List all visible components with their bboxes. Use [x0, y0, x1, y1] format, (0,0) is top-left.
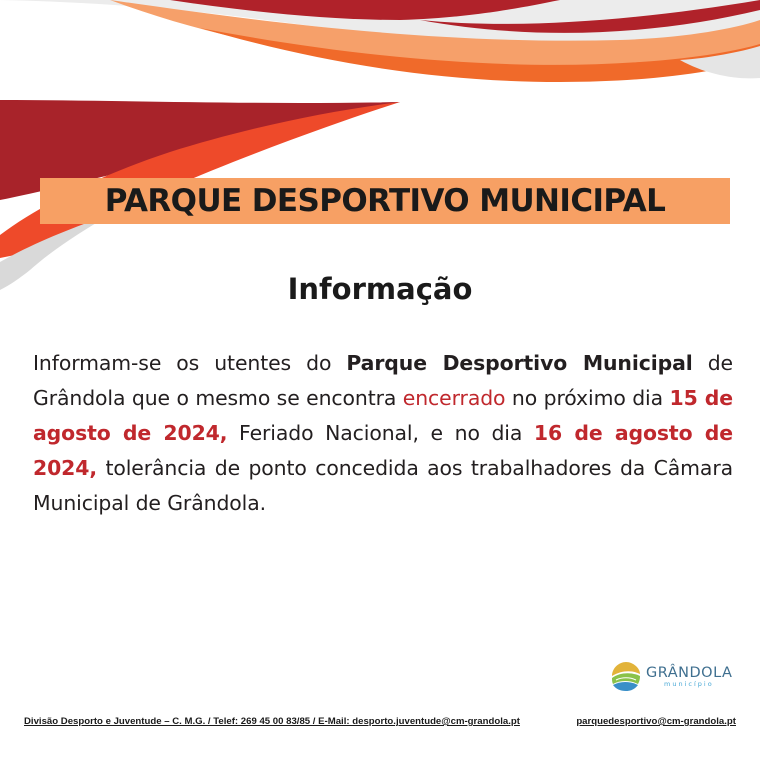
body-text-4: Feriado Nacional, e no dia [227, 421, 534, 445]
body-park-name: Parque Desportivo Municipal [346, 351, 693, 375]
banner-title: PARQUE DESPORTIVO MUNICIPAL [104, 183, 666, 219]
body-date-2: 16 de agosto de 2024, [33, 421, 733, 480]
notice-paragraph [33, 346, 733, 521]
body-text-1: Informam-se os utentes do [33, 351, 347, 375]
body-date-1: 15 de agosto de 2024, [33, 386, 733, 445]
title-banner [40, 178, 730, 224]
logo-name: GRÂNDOLA [646, 664, 733, 681]
grandola-logo [610, 658, 732, 694]
footer [24, 716, 736, 727]
body-text-2: de Grândola que o mesmo se encontra [33, 351, 733, 410]
footer-contacts: Divisão Desporto e Juventude – C. M.G. / Telef: 269 45 00 83/85 / E-Mail: desporto.juventude@cm-grandola.pt [24, 716, 520, 727]
grandola-logo-icon [610, 660, 642, 692]
body-text-3: no próximo dia [505, 386, 670, 410]
page-heading: Informação [287, 272, 473, 306]
logo-subtitle: município [664, 679, 714, 688]
body-closed: encerrado [402, 386, 506, 410]
body-text-5: tolerância de ponto concedida aos trabalhadores da Câmara Municipal de Grândola. [33, 456, 733, 515]
footer-email: parquedesportivo@cm-grandola.pt [576, 716, 736, 727]
decorative-swooshes [0, 0, 760, 300]
